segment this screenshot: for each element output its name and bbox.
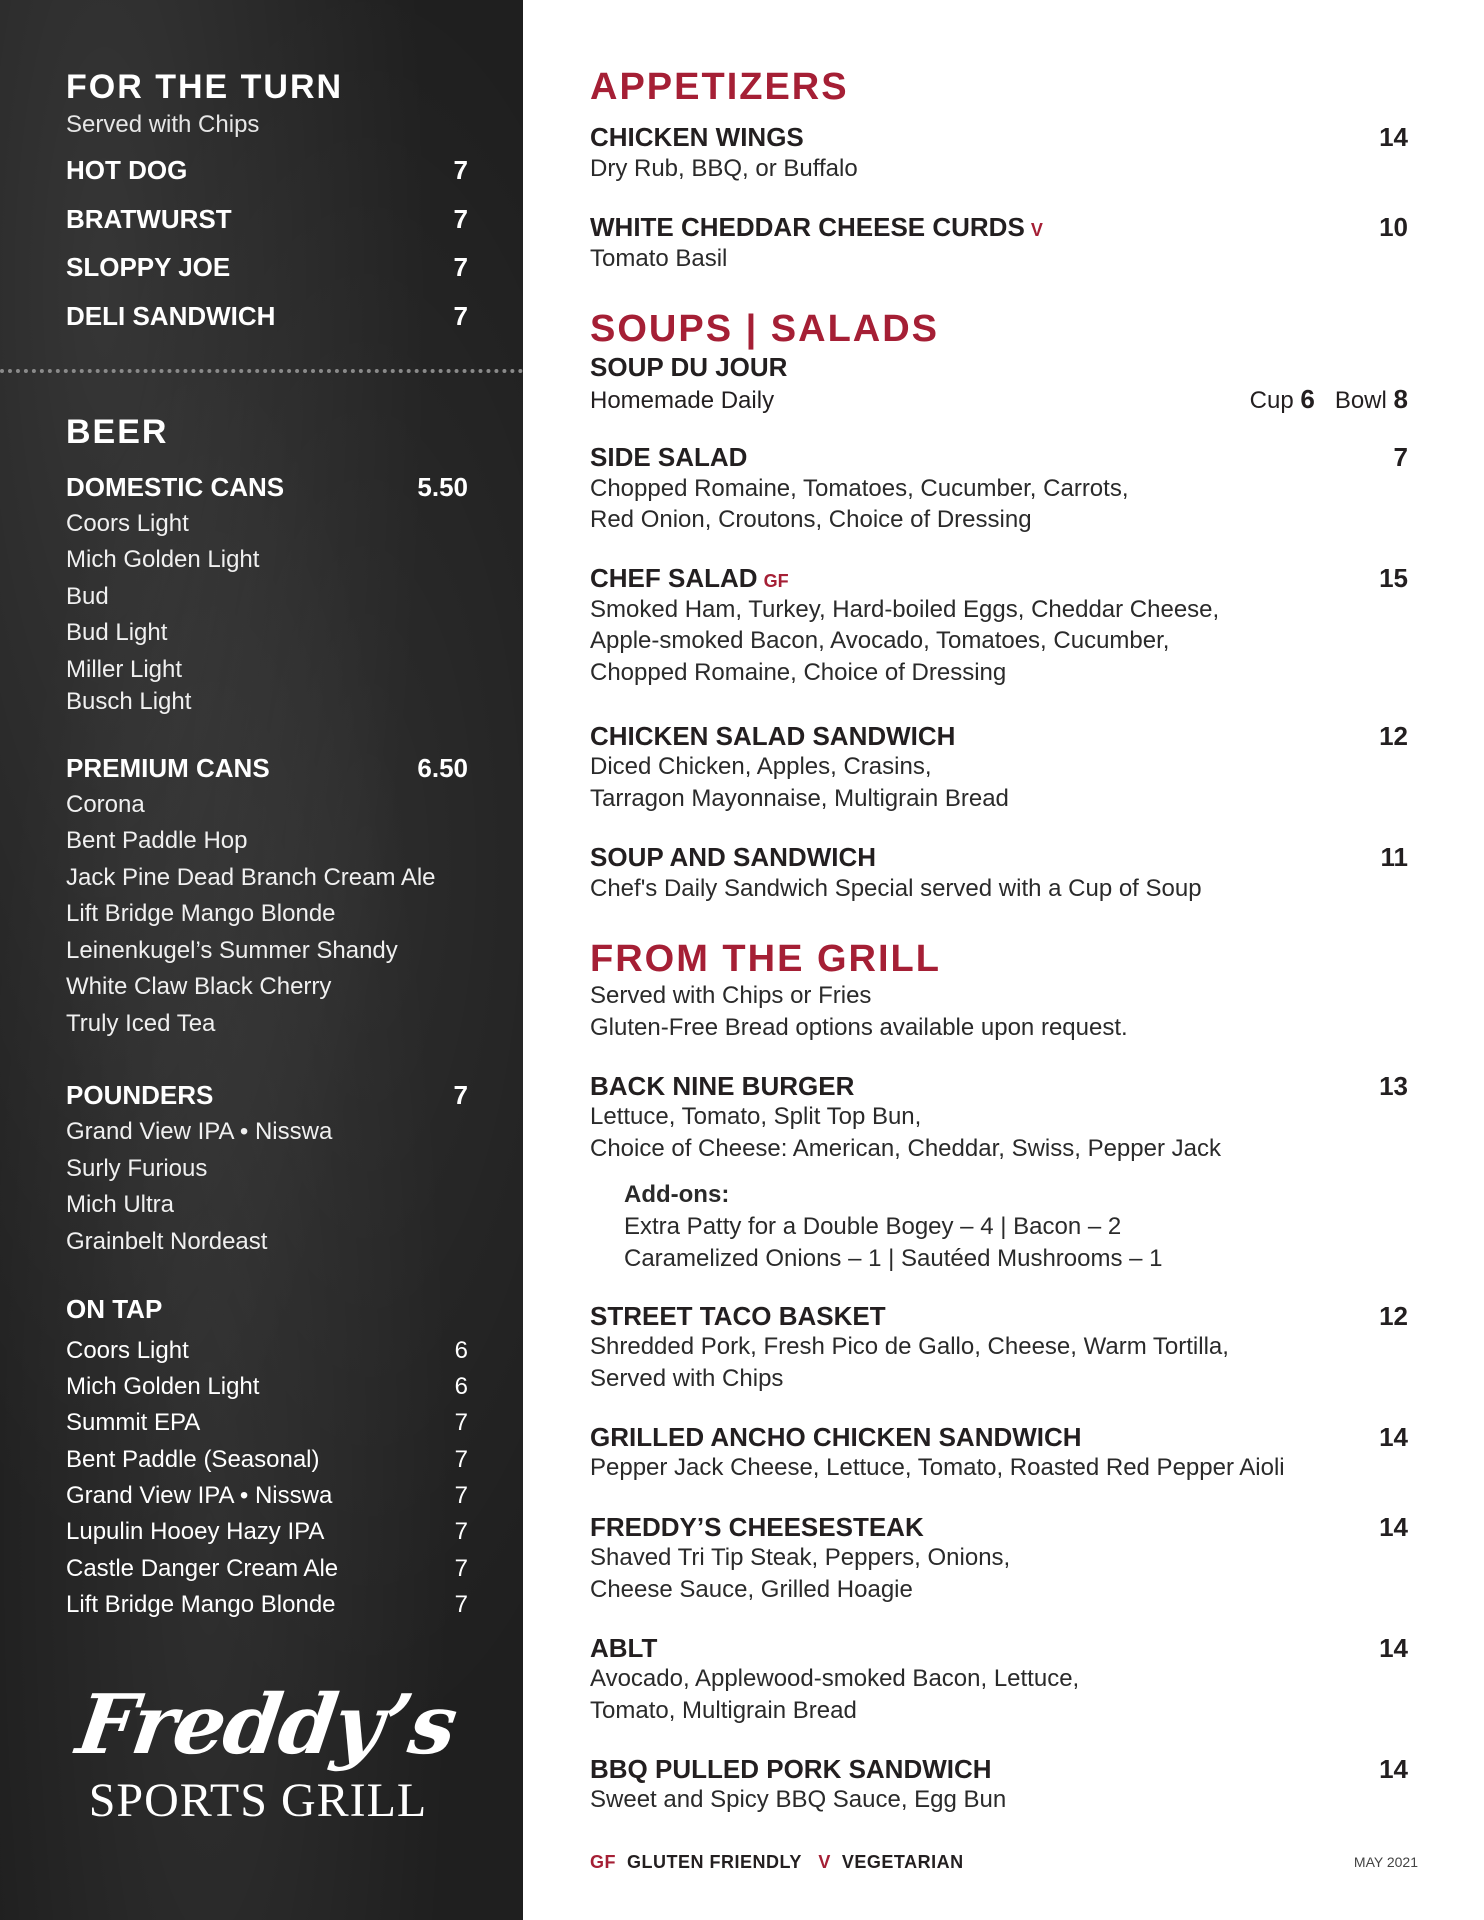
tap-item: Coors Light 6 (66, 1337, 468, 1364)
item-description: Avocado, Applewood-smoked Bacon, Lettuce, (590, 1665, 1080, 1692)
beer-item: Bud Light (66, 619, 168, 646)
menu-item: BACK NINE BURGER 13 (590, 1071, 1408, 1101)
item-description: Shredded Pork, Fresh Pico de Gallo, Cheese, Warm Tortilla, (590, 1333, 1229, 1360)
right-panel (523, 0, 1484, 1920)
menu-item: SOUP DU JOUR (590, 352, 788, 382)
beer-category-premium: PREMIUM CANS 6.50 (66, 753, 468, 783)
item-description: Smoked Ham, Turkey, Hard-boiled Eggs, Cheddar Cheese, (590, 596, 1220, 623)
cup-bowl-prices: Cup 6 Bowl 8 (1249, 384, 1408, 414)
menu-item: SLOPPY JOE 7 (66, 252, 468, 282)
item-description: Cheese Sauce, Grilled Hoagie (590, 1576, 913, 1603)
item-description: Tarragon Mayonnaise, Multigrain Bread (590, 785, 1009, 812)
item-description: Dry Rub, BBQ, or Buffalo (590, 155, 858, 182)
beer-item: Bent Paddle Hop (66, 827, 248, 854)
beer-item: Mich Golden Light (66, 546, 260, 573)
beer-item: Grainbelt Nordeast (66, 1228, 268, 1255)
item-description: Served with Chips (590, 1365, 784, 1392)
item-description: Pepper Jack Cheese, Lettuce, Tomato, Roasted Red Pepper Aioli (590, 1454, 1285, 1481)
beer-item: Truly Iced Tea (66, 1010, 216, 1037)
legend-gf-symbol: GF (590, 1852, 616, 1872)
section-title-beer: BEER (66, 413, 169, 451)
beer-item: Coors Light (66, 510, 189, 537)
menu-item: WHITE CHEDDAR CHEESE CURDS V 10 (590, 212, 1408, 242)
item-description: Sweet and Spicy BBQ Sauce, Egg Bun (590, 1786, 1007, 1813)
menu-item: ABLT 14 (590, 1633, 1408, 1663)
beer-item: Surly Furious (66, 1155, 208, 1182)
menu-item: HOT DOG 7 (66, 155, 468, 185)
section-title-for-the-turn: FOR THE TURN (66, 68, 344, 106)
item-description: Chef's Daily Sandwich Special served with a Cup of Soup (590, 875, 1202, 902)
soup-pricing-row: Homemade Daily Cup 6 Bowl 8 (590, 384, 1408, 414)
item-description: Chopped Romaine, Tomatoes, Cucumber, Carrots, (590, 475, 1129, 502)
logo (71, 1677, 461, 1827)
menu-item: BBQ PULLED PORK SANDWICH 14 (590, 1754, 1408, 1784)
item-description: Choice of Cheese: American, Cheddar, Swiss, Pepper Jack (590, 1135, 1221, 1162)
beer-item: White Claw Black Cherry (66, 973, 332, 1000)
item-description: Red Onion, Croutons, Choice of Dressing (590, 506, 1032, 533)
beer-item: Leinenkugel’s Summer Shandy (66, 937, 398, 964)
section-subtitle: Served with Chips (66, 111, 260, 138)
beer-category-domestic: DOMESTIC CANS 5.50 (66, 472, 468, 502)
beer-item: Jack Pine Dead Branch Cream Ale (66, 864, 436, 891)
addons-title: Add-ons: (624, 1181, 730, 1208)
beer-item: Grand View IPA • Nisswa (66, 1118, 333, 1145)
tap-item: Summit EPA 7 (66, 1409, 468, 1436)
menu-item: SIDE SALAD 7 (590, 442, 1408, 472)
beer-category-pounders: POUNDERS 7 (66, 1080, 468, 1110)
section-subtitle: Gluten-Free Bread options available upon request. (590, 1014, 1128, 1041)
item-description: Chopped Romaine, Choice of Dressing (590, 659, 1007, 686)
section-title-appetizers: APPETIZERS (590, 66, 849, 108)
section-subtitle: Served with Chips or Fries (590, 982, 872, 1009)
item-description: Shaved Tri Tip Steak, Peppers, Onions, (590, 1544, 1011, 1571)
beer-item: Bud (66, 583, 109, 610)
menu-item: BRATWURST 7 (66, 204, 468, 234)
legend-gf-label: GLUTEN FRIENDLY (627, 1852, 802, 1872)
section-title-soups-salads: SOUPS | SALADS (590, 308, 940, 350)
left-panel (0, 0, 523, 1920)
logo-subtitle: SPORTS GRILL (88, 1774, 428, 1827)
section-title-from-the-grill: FROM THE GRILL (590, 938, 941, 980)
menu-item: FREDDY’S CHEESESTEAK 14 (590, 1512, 1408, 1542)
beer-item: Miller Light (66, 656, 183, 683)
legend-v-symbol: V (818, 1852, 831, 1872)
menu-item: CHICKEN WINGS 14 (590, 122, 1408, 152)
addons-block (624, 1181, 1163, 1273)
item-description: Lettuce, Tomato, Split Top Bun, (590, 1103, 922, 1130)
tap-item: Lupulin Hooey Hazy IPA 7 (66, 1518, 468, 1545)
beer-category-on-tap: ON TAP (66, 1294, 163, 1324)
logo-script: Freddy’s (71, 1677, 461, 1773)
tap-item: Lift Bridge Mango Blonde 7 (66, 1591, 468, 1618)
tap-item: Castle Danger Cream Ale 7 (66, 1555, 468, 1582)
menu-item: DELI SANDWICH 7 (66, 301, 468, 331)
tap-item: Mich Golden Light 6 (66, 1373, 468, 1400)
dotted-divider (0, 369, 523, 373)
tap-item: Bent Paddle (Seasonal) 7 (66, 1446, 468, 1473)
gluten-friendly-tag: GF (763, 571, 789, 591)
addons-line: Extra Patty for a Double Bogey – 4 | Bacon – 2 (624, 1213, 1122, 1240)
menu-item: GRILLED ANCHO CHICKEN SANDWICH 14 (590, 1422, 1408, 1452)
item-description: Diced Chicken, Apples, Crasins, (590, 753, 932, 780)
tap-item: Grand View IPA • Nisswa 7 (66, 1482, 468, 1509)
item-description: Apple-smoked Bacon, Avocado, Tomatoes, Cucumber, (590, 627, 1170, 654)
legend (590, 1852, 964, 1873)
menu-item: CHICKEN SALAD SANDWICH 12 (590, 721, 1408, 751)
menu-date: MAY 2021 (1353, 1854, 1418, 1870)
vegetarian-tag: V (1030, 220, 1043, 240)
menu-item: SOUP AND SANDWICH 11 (590, 842, 1408, 872)
legend-v-label: VEGETARIAN (841, 1852, 964, 1872)
item-description: Tomato, Multigrain Bread (590, 1697, 857, 1724)
item-description: Tomato Basil (590, 245, 728, 272)
addons-line: Caramelized Onions – 1 | Sautéed Mushrooms – 1 (624, 1245, 1163, 1272)
beer-item: Busch Light (66, 688, 192, 715)
menu-item: STREET TACO BASKET 12 (590, 1301, 1408, 1331)
beer-item: Lift Bridge Mango Blonde (66, 900, 336, 927)
menu-item: CHEF SALAD GF 15 (590, 563, 1408, 593)
beer-item: Mich Ultra (66, 1191, 175, 1218)
beer-item: Corona (66, 791, 145, 818)
